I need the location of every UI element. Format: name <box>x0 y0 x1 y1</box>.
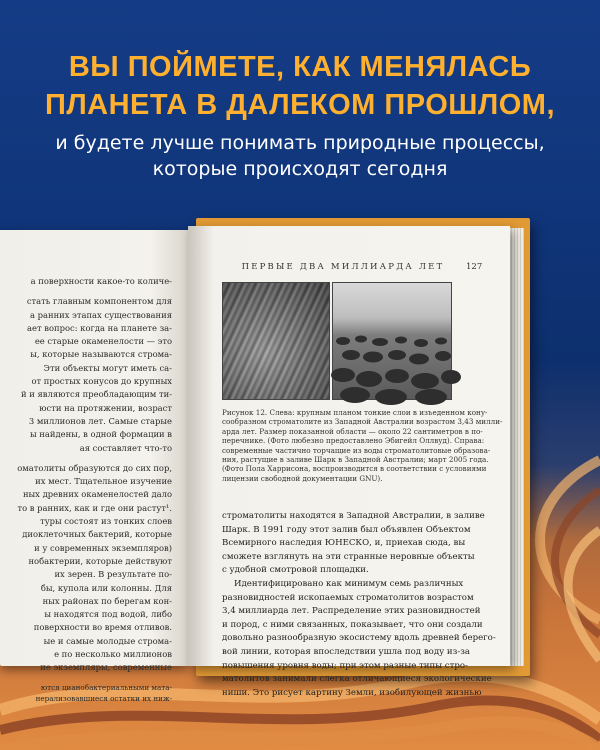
text-line: й и являются преобладающим ти- <box>21 389 172 400</box>
text-line: ных районах по берегам кон- <box>42 595 172 606</box>
text-line: бы, купола или колонны. Для <box>40 582 172 593</box>
text-line: туры состоят из тонких слоев <box>40 516 172 527</box>
text-line: ных древних окаменелостей дало <box>22 489 172 500</box>
text-line: ее старые окаменелости — это <box>34 336 172 347</box>
text-line: ы найдены, в одной формации в <box>29 429 172 440</box>
headline-line-1: ВЫ ПОЙМЕТЕ, КАК МЕНЯЛАСЬ <box>68 51 532 83</box>
right-page-body <box>222 510 496 700</box>
text-line: их мест. Тщательное изучение <box>35 476 172 487</box>
text-line: стать главным компонентом для <box>26 296 172 307</box>
body-line: ниши. Это рисует картину Земли, изобилующей жизнью <box>222 687 482 698</box>
text-line: ие экземпляры, современные <box>40 662 172 673</box>
text-line: то в ранних, как и где они растут¹. <box>17 502 172 513</box>
text-line: ая составляет что-то <box>79 442 172 453</box>
body-line: довольно разнообразную экосистему вдоль древней берего- <box>222 633 496 644</box>
stromatolite-closeup-photo <box>222 282 330 400</box>
footnote-line: нерализовавшиеся остатки их ниж- <box>35 693 172 703</box>
text-line: их зерен. В результате по- <box>54 569 172 580</box>
caption-line: лицензии свободной документации GNU). <box>222 473 383 483</box>
text-line: и у современных экземпляров) <box>34 542 172 553</box>
subheadline-line-2: которые происходят сегодня <box>152 158 448 180</box>
text-line: ы находятся под водой, либо <box>44 609 172 620</box>
caption-line: перечнике. (Фото любезно предоставлено Эбигейл Оллвуд). Справа: <box>222 436 485 446</box>
text-line: диоклеточных бактерий, которые <box>22 529 172 540</box>
text-line: Эти объекты могут иметь са- <box>43 362 172 373</box>
body-line: строматолиты находятся в Западной Австралии, в заливе <box>222 511 485 521</box>
page-number: 127 <box>466 262 483 272</box>
caption-line: ния, растущие в заливе Шарк в Западной Австралии; март 2005 года. <box>222 455 489 465</box>
subheadline-line-1: и будете лучше понимать природные процессы, <box>55 132 545 154</box>
footnote-line: ются цианобактериальными мата- <box>40 682 172 692</box>
shark-bay-stromatolites-photo <box>332 282 452 400</box>
text-line: е по несколько миллионов <box>54 649 172 660</box>
text-line: нобактерии, которые действуют <box>28 555 172 566</box>
body-line: повышения уровня воды; при этом разные типы стро- <box>222 660 468 671</box>
headline-line-2: ПЛАНЕТА В ДАЛЕКОМ ПРОШЛОМ, <box>44 89 556 121</box>
caption-line: современные частично торчащие из воды строматолитовые образова- <box>222 445 491 455</box>
text-line: а поверхности какое-то количе- <box>30 276 172 286</box>
promo-headline <box>0 48 600 182</box>
text-line: 3 миллионов лет. Самые старые <box>28 415 172 426</box>
text-line: а ранних этапах существования <box>29 309 172 320</box>
body-line: матолитов занимали слегка отличающиеся экологические <box>222 674 492 685</box>
caption-line: Рисунок 12. Слева: крупным планом тонкие слои в изъеденном кону- <box>222 408 488 417</box>
text-line: поверхности во время отливов. <box>33 622 172 633</box>
body-line: сможете взглянуть на эти странные неровные объекты <box>222 551 475 562</box>
text-line: ает вопрос: когда на планете за- <box>27 322 172 333</box>
body-line: Шарк. В 1991 году этот залив был объявлен Объектом <box>222 524 471 535</box>
body-line: Идентифицировано как минимум семь различных <box>234 578 464 589</box>
left-page-text <box>0 275 180 704</box>
body-line: вой линии, которая впоследствии ушла под воду из-за <box>222 646 471 657</box>
text-line: оматолиты образуются до сих пор, <box>17 462 172 473</box>
text-line: ы, которые называются строма- <box>30 349 172 360</box>
text-line: юсти на протяжении, возраст <box>39 402 172 413</box>
body-line: разновидностей ископаемых строматолитов возрастом <box>222 592 474 603</box>
running-head: ПЕРВЫЕ ДВА МИЛЛИАРДА ЛЕТ <box>241 262 445 272</box>
body-line: 3,4 миллиарда лет. Распределение этих разновидностей <box>222 606 481 617</box>
caption-line: арда лет. Размер показанной области — около 22 сантиметров в по- <box>222 426 483 436</box>
body-line: и пород, с ними связанных, показывает, что они создали <box>222 619 483 630</box>
body-line: Всемирного наследия ЮНЕСКО, и, приехав сюда, вы <box>222 538 466 549</box>
caption-line: (Фото Пола Харрисона, воспроизводится в соответствии с условиями <box>222 464 487 474</box>
text-line: от простых конусов до крупных <box>31 376 172 387</box>
caption-line: сообразном строматолите из Западной Австралии возрастом 3,43 милли- <box>222 417 503 427</box>
text-line: ые и самые молодые строма- <box>43 635 172 646</box>
body-line: с удобной смотровой площадки. <box>222 565 369 576</box>
figure-caption <box>222 408 503 483</box>
